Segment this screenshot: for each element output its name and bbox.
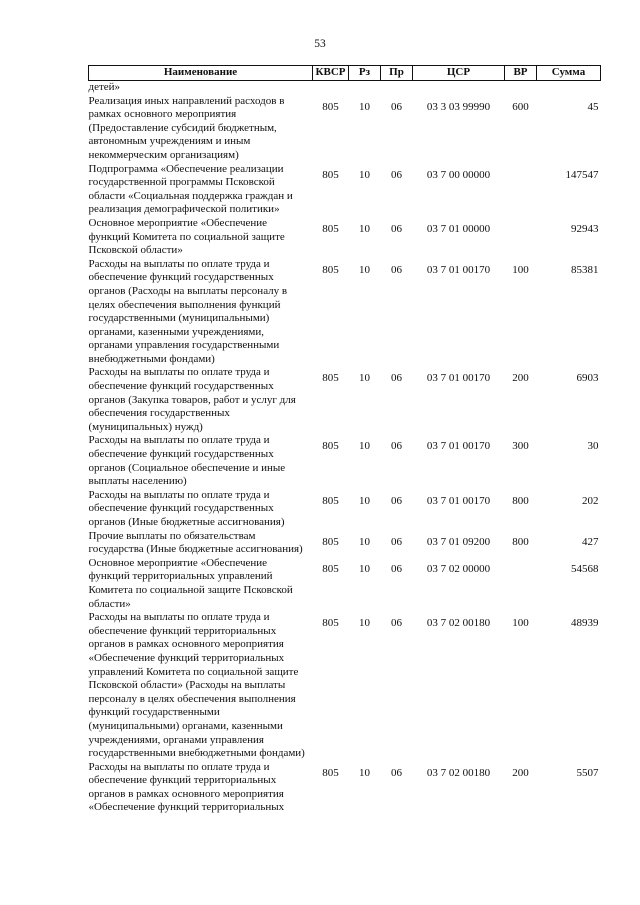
cell-kvsr: 805	[322, 222, 339, 235]
cell-csr: 03 7 02 00180	[426, 617, 491, 630]
cell-vr: 800	[512, 494, 529, 507]
budget-table	[88, 65, 601, 815]
cell-vr	[505, 81, 537, 95]
table-row	[89, 557, 601, 611]
table-row	[89, 489, 601, 530]
cell-name: Прочие выплаты по обязательствам государства (Иные бюджетные ассигнования)	[88, 529, 303, 556]
cell-sum: 5507	[576, 766, 599, 779]
cell-pr: 06	[391, 372, 402, 385]
cell-vr	[505, 217, 537, 258]
cell-name: Подпрограмма «Обеспечение реализации государственной программы Псковской области «Социальная поддержка граждан и реализация демографической политики»	[88, 162, 293, 216]
cell-vr: 600	[512, 100, 529, 113]
cell-name: Основное мероприятие «Обеспечение функций территориальных управлений Комитета по социальной защите Псковской области»	[88, 556, 293, 610]
cell-rz: 10	[359, 494, 370, 507]
cell-rz: 10	[359, 100, 370, 113]
header-csr: ЦСР	[413, 66, 505, 81]
cell-rz: 10	[359, 168, 370, 181]
cell-sum: 85381	[571, 263, 599, 276]
cell-name: Расходы на выплаты по оплате труда и обеспечение функций государственных органов (Расходы на выплаты персоналу в целях обеспечения выполнения функций государственными (муниципальными) органами, казенными учреждениями, органами управления государственными внебюджетными фондами)	[88, 257, 288, 365]
cell-csr: 03 7 01 09200	[426, 535, 491, 548]
table-row	[89, 366, 601, 434]
cell-pr: 06	[391, 766, 402, 779]
cell-rz: 10	[359, 222, 370, 235]
cell-sum: 147547	[565, 168, 599, 181]
table-row	[89, 434, 601, 488]
cell-sum: 54568	[571, 562, 599, 575]
cell-kvsr: 805	[322, 372, 339, 385]
cell-pr: 06	[391, 168, 402, 181]
cell-sum: 202	[582, 494, 599, 507]
cell-kvsr: 805	[322, 617, 339, 630]
cell-sum: 48939	[571, 617, 599, 630]
cell-sum: 45	[587, 100, 599, 113]
cell-name: Основное мероприятие «Обеспечение функций Комитета по социальной защите Псковской области»	[88, 216, 285, 257]
cell-pr: 06	[391, 263, 402, 276]
cell-csr: 03 7 01 00170	[426, 440, 491, 453]
cell-rz: 10	[359, 766, 370, 779]
cell-name: Расходы на выплаты по оплате труда и обеспечение функций государственных органов (Закупка товаров, работ и услуг для обеспечения государственных (муниципальных) нужд)	[88, 366, 296, 433]
cell-kvsr: 805	[322, 100, 339, 113]
header-name: Наименование	[89, 66, 313, 81]
cell-pr: 06	[391, 100, 402, 113]
cell-kvsr: 805	[322, 562, 339, 575]
cell-kvsr: 805	[322, 494, 339, 507]
cell-csr: 03 7 01 00170	[426, 494, 491, 507]
cell-vr	[505, 557, 537, 611]
cell-csr	[413, 81, 505, 95]
cell-csr: 03 7 02 00000	[426, 562, 491, 575]
table-row	[89, 258, 601, 367]
cell-vr: 200	[512, 372, 529, 385]
page-number: 53	[314, 38, 326, 50]
table-row	[89, 163, 601, 217]
cell-csr: 03 3 03 99990	[426, 100, 491, 113]
cell-pr: 06	[391, 440, 402, 453]
cell-vr	[505, 163, 537, 217]
cell-kvsr: 805	[322, 168, 339, 181]
cell-pr: 06	[391, 535, 402, 548]
cell-csr: 03 7 01 00170	[426, 372, 491, 385]
header-sum: Сумма	[537, 66, 601, 81]
cell-vr: 300	[512, 440, 529, 453]
cell-name: Расходы на выплаты по оплате труда и обеспечение функций территориальных органов в рамках основного мероприятия «Обеспечение функций территориальных управлений Комитета по социальной защите Псковской области» (Расходы на выплаты персоналу в целях обеспечения выполнения функций государственными (муниципальными) органами, казенными учреждениями, органами управления государственными внебюджетными фондами)	[88, 611, 305, 760]
cell-vr: 200	[512, 766, 529, 779]
table-row	[89, 95, 601, 163]
cell-rz: 10	[359, 372, 370, 385]
cell-kvsr: 805	[322, 535, 339, 548]
cell-sum: 427	[582, 535, 599, 548]
table-row	[89, 530, 601, 557]
table-row	[89, 611, 601, 761]
table-row	[89, 217, 601, 258]
header-vr: ВР	[505, 66, 537, 81]
cell-sum	[537, 81, 601, 95]
cell-kvsr: 805	[322, 263, 339, 276]
cell-name: Расходы на выплаты по оплате труда и обеспечение функций государственных органов (Социальное обеспечение и иные выплаты населению)	[88, 434, 286, 488]
cell-name: Расходы на выплаты по оплате труда и обеспечение функций территориальных органов в рамках основного мероприятия «Обеспечение функций территориальных	[88, 760, 285, 814]
cell-vr: 100	[512, 617, 529, 630]
cell-rz: 10	[359, 263, 370, 276]
header-pr: Пр	[381, 66, 413, 81]
cell-rz: 10	[359, 440, 370, 453]
cell-csr: 03 7 00 00000	[426, 168, 491, 181]
cell-pr: 06	[391, 222, 402, 235]
cell-csr: 03 7 01 00170	[426, 263, 491, 276]
header-kvsr: КВСР	[313, 66, 349, 81]
cell-rz	[349, 81, 381, 95]
cell-csr: 03 7 01 00000	[426, 222, 491, 235]
cell-name: Реализация иных направлений расходов в рамках основного мероприятия (Предоставление субсидий бюджетным, автономным учреждениям и иным некоммерческим организациям)	[88, 94, 285, 161]
header-row	[89, 66, 601, 81]
cell-rz: 10	[359, 535, 370, 548]
cell-pr	[381, 81, 413, 95]
cell-name: Расходы на выплаты по оплате труда и обеспечение функций государственных органов (Иные бюджетные ассигнования)	[88, 488, 285, 528]
cell-pr: 06	[391, 494, 402, 507]
cell-sum: 30	[587, 440, 599, 453]
cell-rz: 10	[359, 562, 370, 575]
cell-rz: 10	[359, 617, 370, 630]
header-rz: Рз	[349, 66, 381, 81]
cell-vr: 800	[512, 535, 529, 548]
table-row	[89, 761, 601, 815]
cell-vr: 100	[512, 263, 529, 276]
cell-kvsr: 805	[322, 766, 339, 779]
cell-csr: 03 7 02 00180	[426, 766, 491, 779]
cell-pr: 06	[391, 617, 402, 630]
budget-body	[89, 81, 601, 816]
cell-sum: 6903	[576, 372, 599, 385]
cell-kvsr	[313, 81, 349, 95]
cell-sum: 92943	[571, 222, 599, 235]
table-row	[89, 81, 601, 95]
cell-pr: 06	[391, 562, 402, 575]
cell-name: детей»	[88, 81, 121, 93]
cell-kvsr: 805	[322, 440, 339, 453]
